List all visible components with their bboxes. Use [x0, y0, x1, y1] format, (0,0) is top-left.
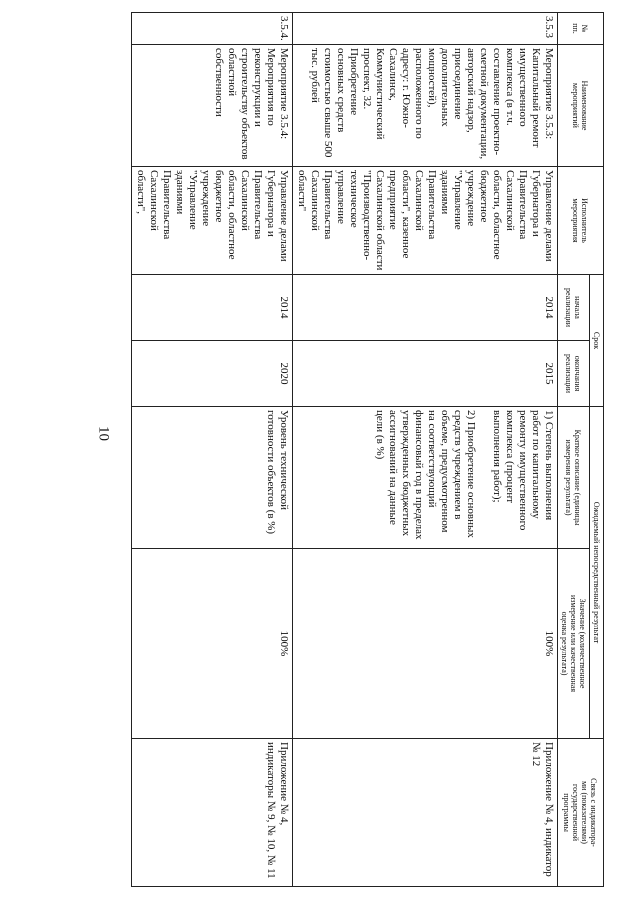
header-name: Наименование мероприятий [558, 45, 604, 167]
rotated-table-content [84, 12, 604, 886]
row-executor: Управление делами Губернатора и Правительства Сахалинской области, областное бюджетное учреждение "Управление зданиями Правительства Сахалинской области", казенное предприятие Сахалинской области "Производственно-техническое управление Правительства Сахалинской области" [293, 167, 558, 275]
row-link: Приложение № 4, индикаторы № 9, № 10, № 11 [132, 739, 293, 887]
row-name: Мероприятие 3.5.4: Мероприятия по реконструкции и строительству объектов областной собственности [132, 45, 293, 167]
row-num: 3.5.4. [132, 13, 293, 45]
header-num: № пп. [558, 13, 604, 45]
header-link: Связь с индикатора- ми (показателями) государственной программы [558, 739, 604, 887]
header-result-value: Значение (количественное измерение или качественная оценка результата) [558, 549, 590, 739]
header-result: Ожидаемый непосредственный результат [590, 407, 604, 739]
row-link: Приложение № 4, индикатор № 12 [293, 739, 558, 887]
page-number: 10 [95, 426, 112, 441]
row-end: 2020 [132, 341, 293, 407]
measures-table [131, 12, 604, 887]
header-result-desc: Краткое описание (единицы измерения результата) [558, 407, 590, 549]
row-name: Мероприятие 3.5.3: Капитальный ремонт имущественного комплекса (в т.ч. составление проектно-сметной документации, авторский надзор, присоединение дополнительных мощностей), расположенного по адресу: г. Южно-Сахалинск, Коммунистический проспект, 32. Приобретение основных средств стоимостью свыше 500 тыс. рублей [293, 45, 558, 167]
rotated-table-area [84, 12, 604, 886]
header-row-1 [590, 13, 604, 887]
row-end: 2015 [293, 341, 558, 407]
row-start: 2014 [293, 275, 558, 341]
header-term-end: окончания реализации [558, 341, 590, 407]
row-start: 2014 [132, 275, 293, 341]
row-desc: 1) Степень выполнения работ по капитальному ремонту имущественного комплекса (процент выполнения работ); 2) Приобретение основных средств учреждением в объеме, предусмотренном на соответствующий финансовый год в пределах утвержденных бюджетных ассигнований на данные цели (в %) [293, 407, 558, 549]
header-term-start: начала реализации [558, 275, 590, 341]
header-executor: Исполнитель мероприятия [558, 167, 604, 275]
row-desc: Уровень технической готовности объектов (в %) [132, 407, 293, 549]
header-term: Срок [590, 275, 604, 407]
table-row [293, 13, 558, 887]
row-value: 100% [293, 549, 558, 739]
row-value: 100% [132, 549, 293, 739]
table-row [132, 13, 293, 887]
row-num: 3.5.3 [293, 13, 558, 45]
row-executor: Управление делами Губернатора и Правительства Сахалинской области, областное бюджетное учреждение "Управление зданиями Правительства Сахалинской области", [132, 167, 293, 275]
